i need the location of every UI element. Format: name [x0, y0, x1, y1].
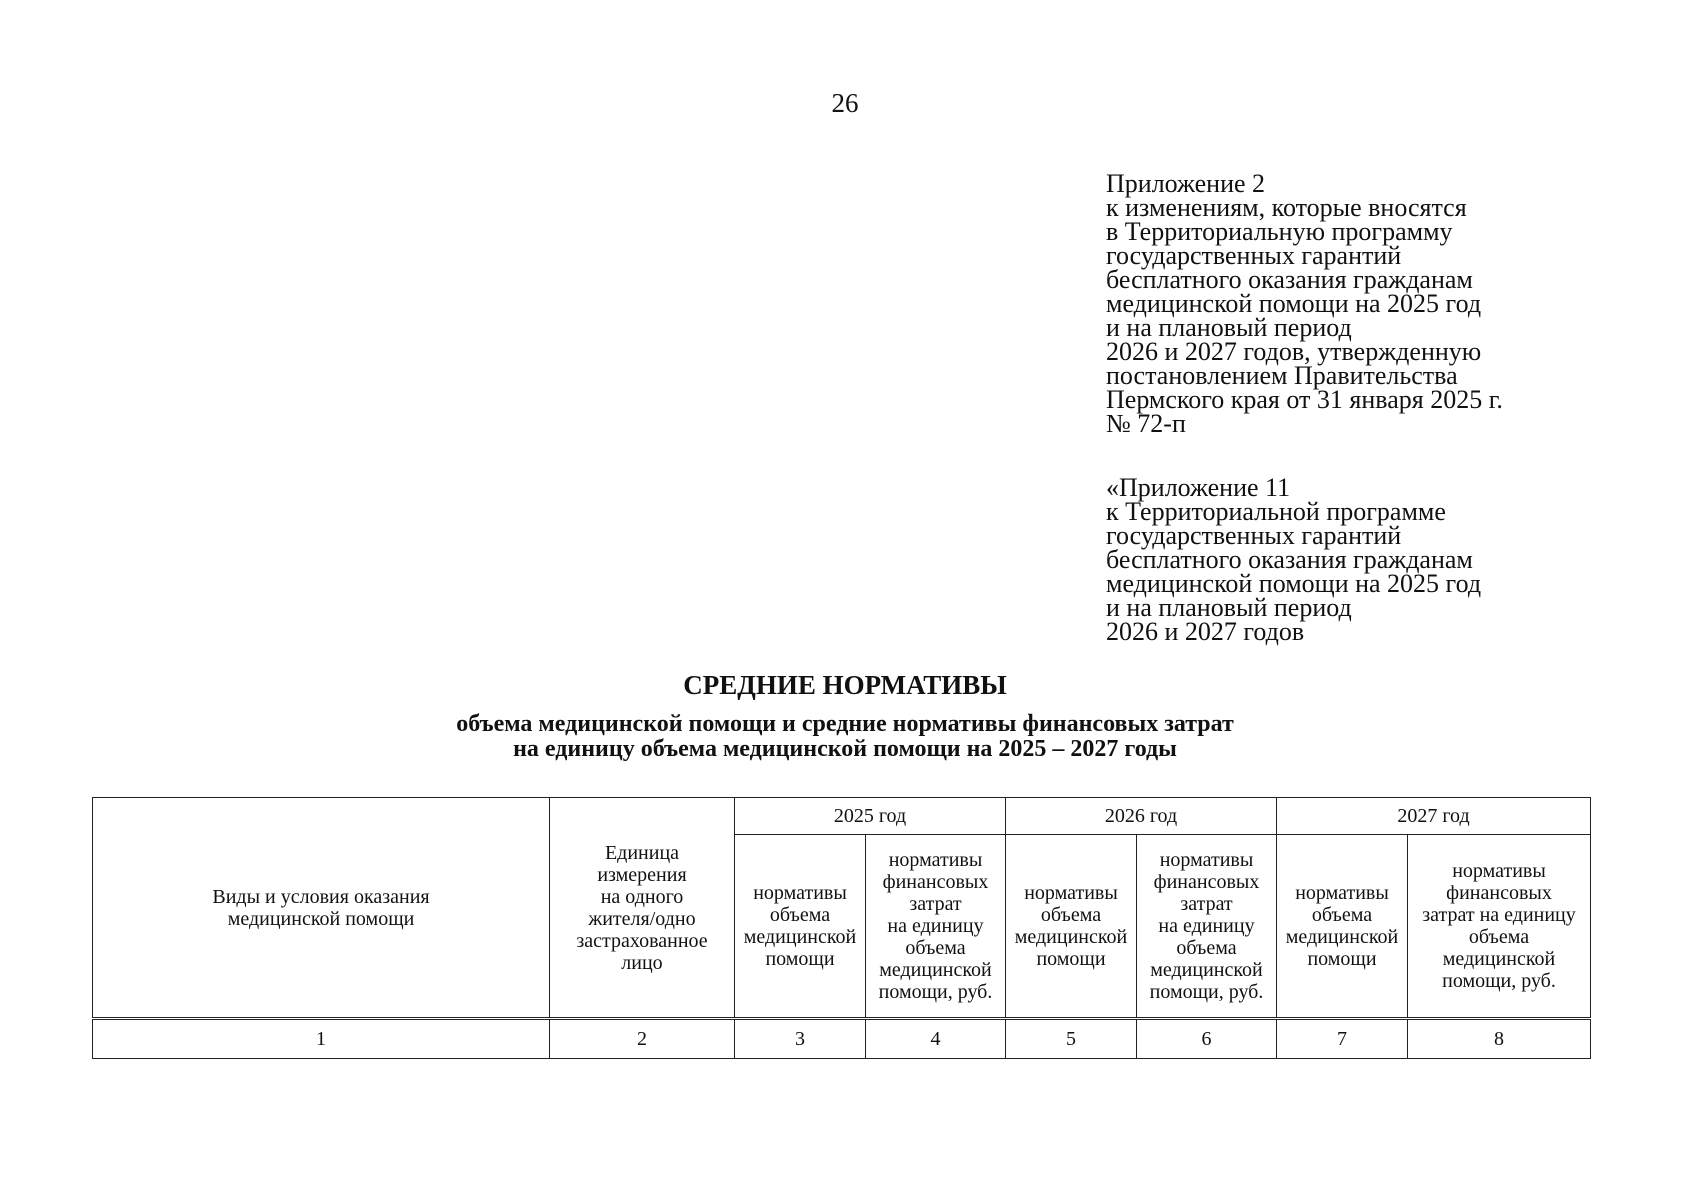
appendix-2-line: Приложение 2 [1106, 169, 1266, 198]
page-number: 26 [831, 88, 859, 118]
appendix-11-line: «Приложение 11 [1106, 473, 1291, 502]
appendix-11-line: бесплатного оказания гражданам [1106, 545, 1473, 574]
appendix-2-line: бесплатного оказания гражданам [1106, 265, 1473, 294]
appendix-11-line: государственных гарантий [1106, 521, 1402, 550]
appendix-2-line: № 72-п [1106, 409, 1186, 438]
document-title: СРЕДНИЕ НОРМАТИВЫ [683, 670, 1007, 700]
document-subtitle [0, 712, 1690, 762]
column-number: 2 [550, 1019, 735, 1059]
appendix-2-line: к изменениям, которые вносятся [1106, 193, 1467, 222]
column-number: 1 [93, 1019, 550, 1059]
column-number: 4 [866, 1019, 1006, 1059]
header-year-2026: 2026 год [1006, 798, 1277, 835]
header-volume-norm-2027: нормативы объема медицинской помощи [1277, 835, 1408, 1019]
column-number-row [93, 1019, 1591, 1059]
header-unit: Единица измерения на одного жителя/одно застрахованное лицо [550, 798, 735, 1019]
appendix-2-line: медицинской помощи на 2025 год [1106, 289, 1482, 318]
norms-table [92, 797, 1591, 1059]
header-care-types: Виды и условия оказания медицинской помощи [93, 798, 550, 1019]
appendix-2-line: постановлением Правительства [1106, 361, 1458, 390]
column-number: 7 [1277, 1019, 1408, 1059]
column-number: 8 [1408, 1019, 1591, 1059]
subtitle-line: объема медицинской помощи и средние нормативы финансовых затрат [456, 711, 1234, 737]
appendix-2-line: Пермского края от 31 января 2025 г. [1106, 385, 1503, 414]
appendix-2-line: в Территориальную программу [1106, 217, 1453, 246]
header-cost-norm-2027: нормативы финансовых затрат на единицу объема медицинской помощи, руб. [1408, 835, 1591, 1019]
header-volume-norm-2025: нормативы объема медицинской помощи [735, 835, 866, 1019]
appendix-11-line: и на плановый период [1106, 593, 1352, 622]
header-volume-norm-2026: нормативы объема медицинской помощи [1006, 835, 1137, 1019]
table-header-row [93, 798, 1591, 835]
header-cost-norm-2025: нормативы финансовых затрат на единицу объема медицинской помощи, руб. [866, 835, 1006, 1019]
appendix-11-line: к Территориальной программе [1106, 497, 1446, 526]
header-cost-norm-2026: нормативы финансовых затрат на единицу объема медицинской помощи, руб. [1137, 835, 1277, 1019]
appendix-11-line: медицинской помощи на 2025 год [1106, 569, 1482, 598]
appendix-2-header [1106, 169, 1576, 438]
appendix-2-line: и на плановый период [1106, 313, 1352, 342]
subtitle-line: на единицу объема медицинской помощи на 2025 – 2027 годы [513, 736, 1177, 762]
column-number: 6 [1137, 1019, 1277, 1059]
appendix-11-line: 2026 и 2027 годов [1106, 617, 1305, 646]
appendix-2-line: государственных гарантий [1106, 241, 1402, 270]
appendix-11-header [1106, 473, 1576, 646]
column-number: 3 [735, 1019, 866, 1059]
column-number: 5 [1006, 1019, 1137, 1059]
header-year-2025: 2025 год [735, 798, 1006, 835]
appendix-2-line: 2026 и 2027 годов, утвержденную [1106, 337, 1482, 366]
header-year-2027: 2027 год [1277, 798, 1591, 835]
